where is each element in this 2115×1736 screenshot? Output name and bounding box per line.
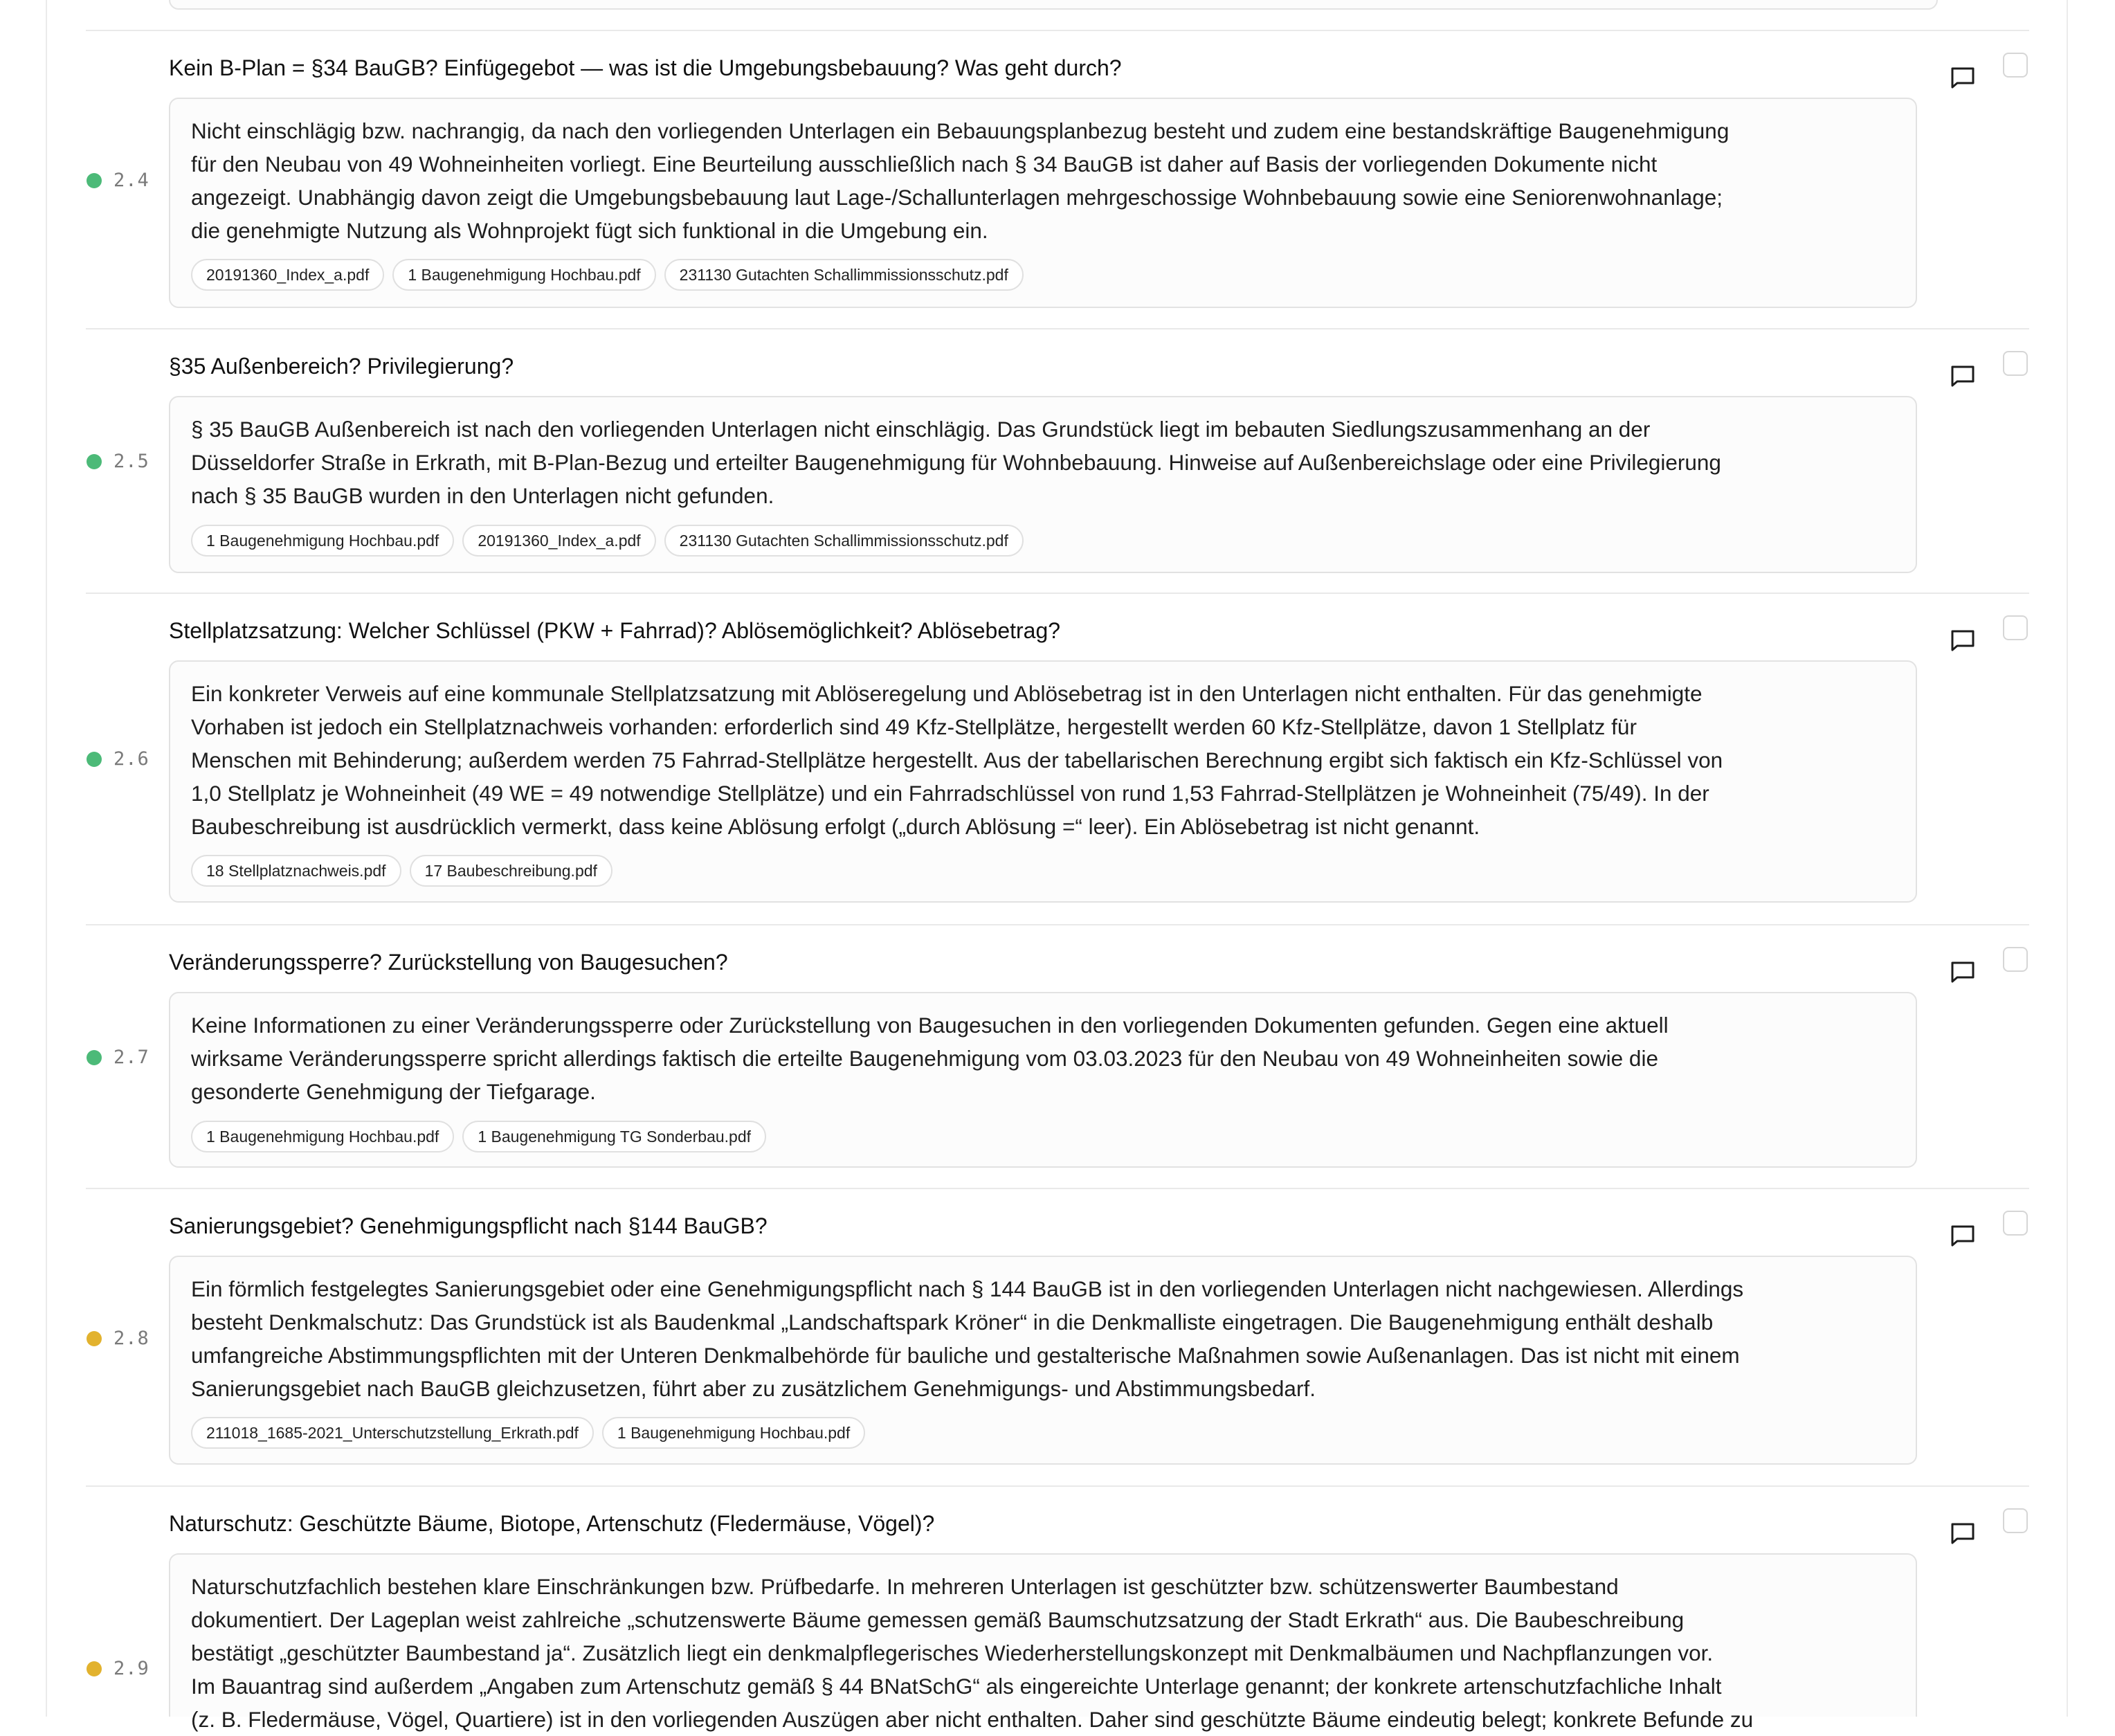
source-chip[interactable]: 1 Baugenehmigung Hochbau.pdf bbox=[602, 1417, 865, 1449]
question-title: Sanierungsgebiet? Genehmigungspflicht nach §144 BauGB? bbox=[169, 1213, 768, 1238]
item-checkbox[interactable] bbox=[2003, 1211, 2028, 1236]
answer-text: Keine Informationen zu einer Veränderungssperre oder Zurückstellung von Baugesuchen in den vorliegenden Dokumenten gefunden. Gegen eine aktuell wirksame Veränderungssperre spricht allerdings faktisch die erteilte Baugenehmigung vom 03.03.2023 für den Neubau von 49 Wohneinheiten sowie die gesonderte Genehmigung der Tiefgarage. bbox=[191, 1013, 1669, 1104]
answer-text: Ein förmlich festgelegtes Sanierungsgebiet oder eine Genehmigungspflicht nach § 144 BauGB ist in den vorliegenden Unterlagen nicht nachgewiesen. Allerdings besteht Denkmalschutz: Das Grundstück ist als Baudenkmal „Landschaftspark Kröner“ in die Denkmalliste eingetragen. Die Baugenehmigung enthält deshalb umfangreiche Abstimmungspflichten mit der Unteren Denkmalbehörde für bauliche und gestalterische Maßnahmen sowie Außenanlagen. Das ist nicht mit einem Sanierungsgebiet nach BauGB gleichzusetzen, führt aber zu zusätzlichem Genehmigungs- und Abstimmungsbedarf. bbox=[191, 1276, 1744, 1401]
section-divider bbox=[86, 30, 2029, 31]
answer-card bbox=[169, 992, 1917, 1168]
source-chips bbox=[191, 1417, 865, 1449]
section-divider bbox=[86, 924, 2029, 925]
comment-icon[interactable] bbox=[1949, 626, 1977, 654]
question-title: §35 Außenbereich? Privilegierung? bbox=[169, 354, 514, 379]
status-indicator bbox=[87, 1331, 102, 1346]
item-checkbox[interactable] bbox=[2003, 615, 2028, 640]
question-title: Stellplatzsatzung: Welcher Schlüssel (PKW + Fahrrad)? Ablösemöglichkeit? Ablösebetrag? bbox=[169, 618, 1061, 643]
comment-icon[interactable] bbox=[1949, 64, 1977, 91]
section-divider bbox=[86, 593, 2029, 594]
status-indicator bbox=[87, 454, 102, 469]
item-checkbox[interactable] bbox=[2003, 1508, 2028, 1533]
section-divider bbox=[86, 1485, 2029, 1487]
source-chip[interactable]: 1 Baugenehmigung TG Sonderbau.pdf bbox=[462, 1121, 766, 1152]
question-title: Veränderungssperre? Zurückstellung von Baugesuchen? bbox=[169, 950, 728, 975]
answer-text: § 35 BauGB Außenbereich ist nach den vorliegenden Unterlagen nicht einschlägig. Das Grundstück liegt im bebauten Siedlungszusammenhang an der Düsseldorfer Straße in Erkrath, mit B-Plan-Bezug und erteilter Baugenehmigung für Wohnbebauung. Hinweise auf Außenbereichslage oder eine Privilegierung nach § 35 BauGB wurden in den Unterlagen nicht gefunden. bbox=[191, 417, 1721, 508]
previous-answer-card bbox=[169, 0, 1938, 10]
source-chips bbox=[191, 259, 1024, 291]
source-chip[interactable]: 1 Baugenehmigung Hochbau.pdf bbox=[191, 525, 454, 557]
section-divider bbox=[86, 1188, 2029, 1189]
source-chip[interactable]: 231130 Gutachten Schallimmissionsschutz.pdf bbox=[664, 525, 1024, 557]
answer-card bbox=[169, 396, 1917, 573]
comment-icon[interactable] bbox=[1949, 1222, 1977, 1249]
comment-icon[interactable] bbox=[1949, 362, 1977, 390]
answer-text: Naturschutzfachlich bestehen klare Einschränkungen bzw. Prüfbedarfe. In mehreren Unterlagen ist geschützter bzw. schützenswerter Baumbestand dokumentiert. Der Lageplan weist zahlreiche „schutzenswerte Bäume gemessen gemäß Baumschutzsatzung der Stadt Erkrath“ aus. Die Baubeschreibung bestätigt „geschützter Baumbestand ja“. Zusätzlich liegt ein denkmalpflegerisches Wiederherstellungskonzept mit Denkmalbäumen und Nachpflanzungen vor. Im Bauantrag sind außerdem „Angaben zum Artenschutz gemäß § 44 BNatSchG“ als eingereichte Unterlage genannt; der konkrete artenschutzfachliche Inhalt (z. B. Fledermäuse, Vögel, Quartiere) ist in den vorliegenden Auszügen aber nicht enthalten. Daher sind geschützte Bäume eindeutig belegt; konkrete Befunde zu bbox=[191, 1574, 1754, 1732]
item-number: 2.6 bbox=[114, 748, 149, 770]
item-number: 2.5 bbox=[114, 451, 149, 472]
status-indicator bbox=[87, 752, 102, 767]
answer-card bbox=[169, 98, 1917, 308]
source-chip[interactable]: 20191360_Index_a.pdf bbox=[191, 259, 384, 291]
source-chips bbox=[191, 855, 612, 887]
item-number: 2.8 bbox=[114, 1328, 149, 1349]
answer-text: Nicht einschlägig bzw. nachrangig, da nach den vorliegenden Unterlagen ein Bebauungsplanbezug besteht und zudem eine bestandskräftige Baugenehmigung für den Neubau von 49 Wohneinheiten vorliegt. Eine Beurteilung ausschließlich nach § 34 BauGB ist daher auf Basis der vorliegenden Dokumente nicht angezeigt. Unabhängig davon zeigt die Umgebungsbebauung laut Lage-/Schallunterlagen mehrgeschossige Wohnbebauung sowie eine Seniorenwohnanlage; die genehmigte Nutzung als Wohnprojekt fügt sich funktional in die Umgebung ein. bbox=[191, 118, 1730, 243]
status-indicator bbox=[87, 1661, 102, 1676]
question-title: Naturschutz: Geschützte Bäume, Biotope, Artenschutz (Fledermäuse, Vögel)? bbox=[169, 1511, 935, 1536]
source-chips bbox=[191, 1121, 766, 1152]
answer-card bbox=[169, 1553, 1917, 1732]
source-chip[interactable]: 17 Baubeschreibung.pdf bbox=[410, 855, 612, 887]
answer-text: Ein konkreter Verweis auf eine kommunale Stellplatzsatzung mit Ablöseregelung und Ablösebetrag ist in den Unterlagen nicht enthalten. Für das genehmigte Vorhaben ist jedoch ein Stellplatznachweis vorhanden: erforderlich sind 49 Kfz-Stellplätze, hergestellt werden 60 Kfz-Stellplätze, davon 1 Stellplatz für Menschen mit Behinderung; außerdem werden 75 Fahrrad-Stellplätze hergestellt. Aus der tabellarischen Berechnung ergibt sich faktisch ein Kfz-Schlüssel von 1,0 Stellplatz je Wohneinheit (49 WE = 49 notwendige Stellplätze) und ein Fahrradschlüssel von rund 1,53 Fahrrad-Stellplätzen je Wohneinheit (75/49). In der Baubeschreibung ist ausdrücklich vermerkt, dass keine Ablösung erfolgt („durch Ablösung =“ leer). Ein Ablösebetrag ist nicht genannt. bbox=[191, 681, 1723, 839]
answer-card bbox=[169, 1256, 1917, 1465]
source-chip[interactable]: 211018_1685-2021_Unterschutzstellung_Erkrath.pdf bbox=[191, 1417, 594, 1449]
item-number: 2.7 bbox=[114, 1047, 149, 1068]
section-divider bbox=[86, 328, 2029, 329]
status-indicator bbox=[87, 173, 102, 188]
item-checkbox[interactable] bbox=[2003, 947, 2028, 972]
item-checkbox[interactable] bbox=[2003, 53, 2028, 78]
answer-card bbox=[169, 660, 1917, 903]
source-chip[interactable]: 18 Stellplatznachweis.pdf bbox=[191, 855, 401, 887]
source-chip[interactable]: 231130 Gutachten Schallimmissionsschutz.pdf bbox=[664, 259, 1024, 291]
source-chip[interactable]: 20191360_Index_a.pdf bbox=[462, 525, 655, 557]
source-chip[interactable]: 1 Baugenehmigung Hochbau.pdf bbox=[392, 259, 655, 291]
status-indicator bbox=[87, 1050, 102, 1065]
item-number: 2.4 bbox=[114, 170, 149, 191]
comment-icon[interactable] bbox=[1949, 958, 1977, 986]
source-chips bbox=[191, 525, 1024, 557]
item-number: 2.9 bbox=[114, 1658, 149, 1679]
comment-icon[interactable] bbox=[1949, 1519, 1977, 1547]
question-title: Kein B-Plan = §34 BauGB? Einfügegebot — was ist die Umgebungsbebauung? Was geht durch? bbox=[169, 55, 1122, 80]
item-checkbox[interactable] bbox=[2003, 351, 2028, 376]
source-chip[interactable]: 1 Baugenehmigung Hochbau.pdf bbox=[191, 1121, 454, 1152]
